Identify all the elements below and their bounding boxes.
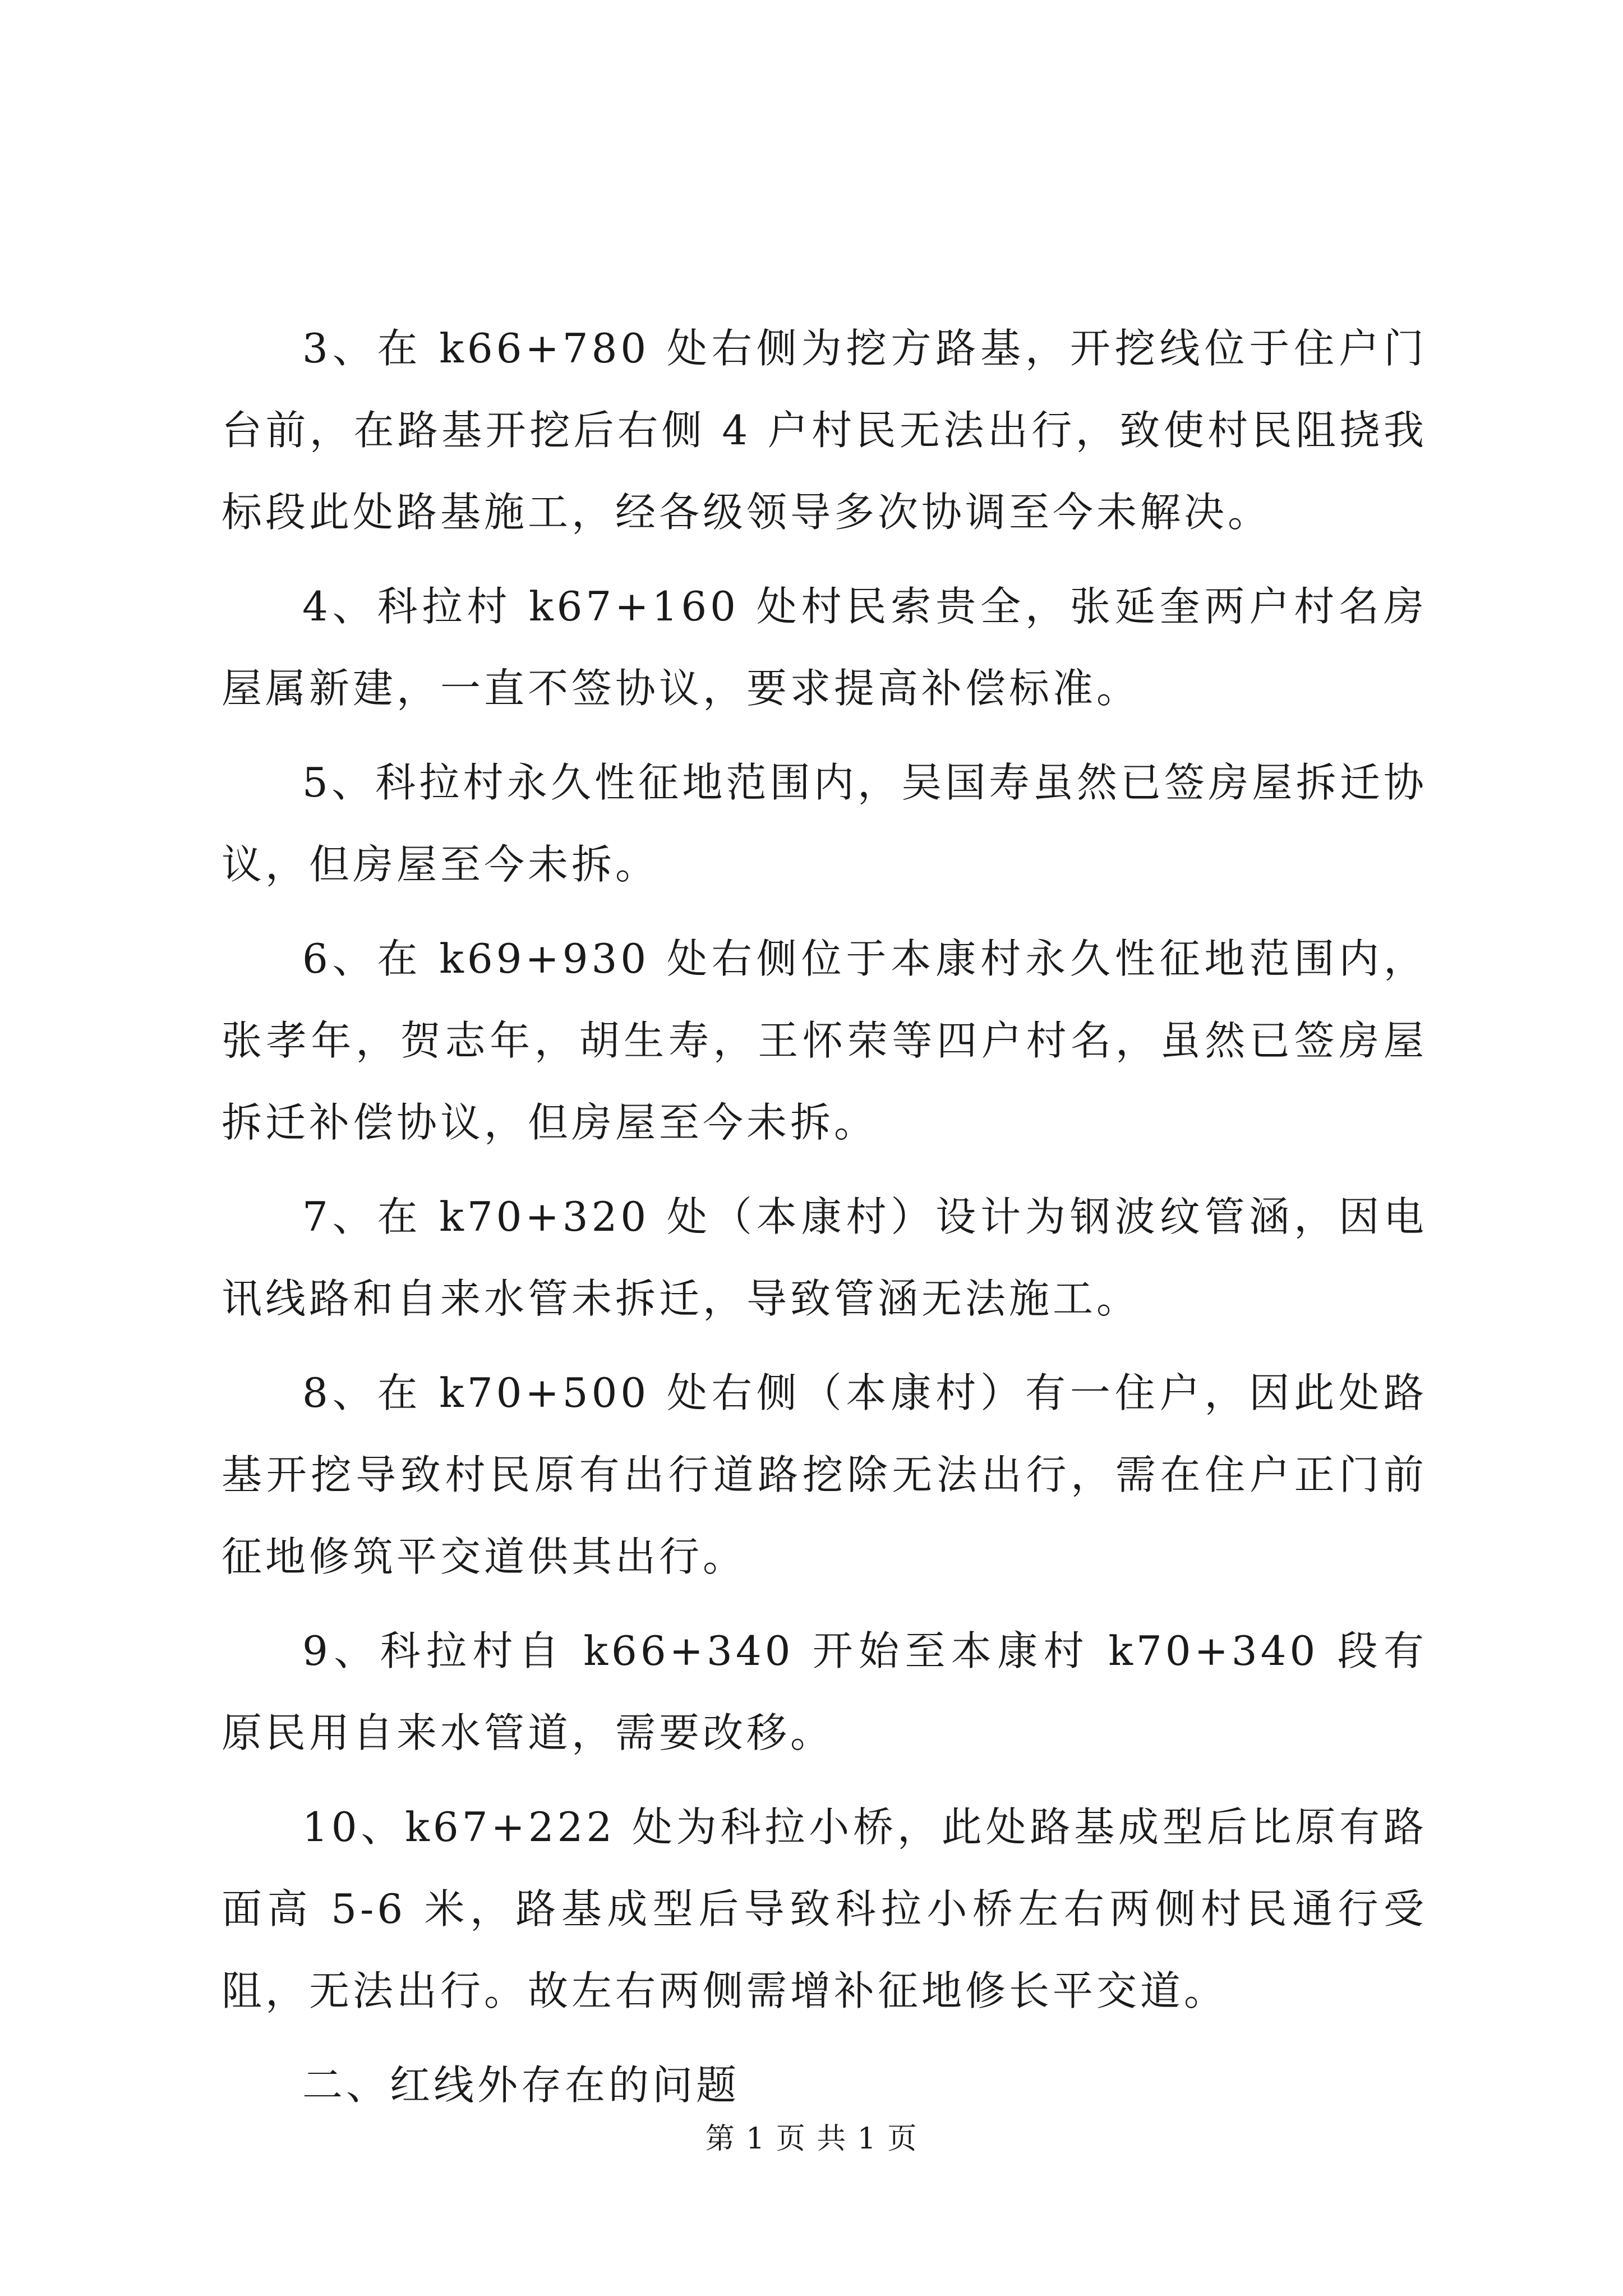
document-body	[222, 307, 1427, 2126]
paragraph-item-3: 3、在 k66+780 处右侧为挖方路基，开挖线位于住户门台前，在路基开挖后右侧 4 户村民无法出行，致使村民阻挠我标段此处路基施工，经各级领导多次协调至今未解决。	[222, 325, 1427, 536]
paragraph-item-6: 6、在 k69+930 处右侧位于本康村永久性征地范围内，张孝年，贺志年，胡生寿，王怀荣等四户村名，虽然已签房屋拆迁补偿协议，但房屋至今未拆。	[222, 935, 1427, 1146]
page-number-footer: 第 1 页 共 1 页	[705, 2122, 918, 2156]
paragraph-item-10: 10、k67+222 处为科拉小桥，此处路基成型后比原有路面高 5-6 米，路基成型后导致科拉小桥左右两侧村民通行受阻，无法出行。故左右两侧需增补征地修长平交道。	[222, 1803, 1427, 2014]
section-heading: 二、红线外存在的问题	[302, 2062, 740, 2109]
paragraph-item-9: 9、科拉村自 k66+340 开始至本康村 k70+340 段有原民用自来水管道，需要改移。	[222, 1627, 1427, 1756]
paragraph-item-7: 7、在 k70+320 处（本康村）设计为钢波纹管涵，因电讯线路和自来水管未拆迁，导致管涵无法施工。	[222, 1193, 1427, 1322]
paragraph-item-8: 8、在 k70+500 处右侧（本康村）有一住户，因此处路基开挖导致村民原有出行道路挖除无法出行，需在住户正门前征地修筑平交道供其出行。	[222, 1369, 1427, 1580]
paragraph-item-4: 4、科拉村 k67+160 处村民索贵全，张延奎两户村名房屋属新建，一直不签协议，要求提高补偿标准。	[222, 583, 1427, 712]
paragraph-item-5: 5、科拉村永久性征地范围内，吴国寿虽然已签房屋拆迁协议，但房屋至今未拆。	[222, 759, 1427, 888]
